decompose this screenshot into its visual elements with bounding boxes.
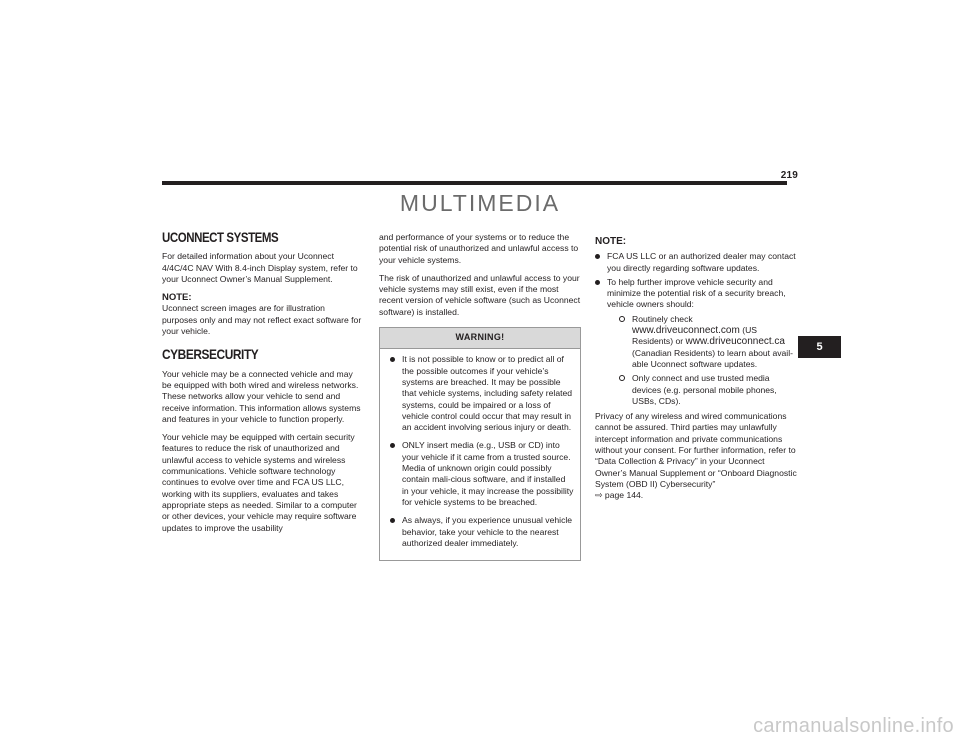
header-rule <box>162 181 787 185</box>
note-item-text: To help further improve vehicle security and minimize the potential risk of a security breach, vehicle owners should: <box>607 276 786 310</box>
warning-box <box>379 327 581 561</box>
sub-item-text: Routinely check <box>632 313 693 324</box>
privacy-text: Privacy of any wireless and wired communications cannot be assured. Third parties may unlawfully intercept information and private communications without your consent. For further information, refer to “Data Collection & Privacy” in your Uconnect Owner’s Manual Supplement or “Onboard Diagnostic System (OBD II) Cybersecurity” <box>595 411 797 489</box>
page-number: 219 <box>780 170 798 181</box>
cyber-paragraph-2: Your vehicle may be equipped with certain security features to reduce the risk of unauthorized and unlawful access to vehicle systems and wireless communications. Vehicle software technology continues to evolve over time and FCA US LLC, working with its suppliers, evaluates and takes appropriate steps as needed. Similar to a computer or other devices, your vehicle may require software updates to improve the usability <box>162 432 357 533</box>
heading-cybersecurity: CYBERSECURITY <box>162 346 259 363</box>
note-item <box>595 277 798 407</box>
link-driveuconnect-ca[interactable]: www.driveuconnect.ca <box>685 336 785 348</box>
note-list <box>595 251 798 407</box>
warning-item-text: As always, if you experience unusual vehicle behavior, take your vehicle to the nearest authorized dealer immediately. <box>402 515 573 548</box>
sub-item <box>619 373 798 407</box>
bullet-icon <box>390 518 395 523</box>
link-driveuconnect-com[interactable]: www.driveuconnect.com <box>632 325 740 337</box>
page-reference-arrow-icon: ⇨ <box>595 490 603 501</box>
note-item-text: FCA US LLC or an authorized dealer may contact you directly regarding software updates. <box>607 251 796 273</box>
chapter-title: MULTIMEDIA <box>399 190 561 216</box>
warning-title: WARNING! <box>380 328 580 349</box>
warning-list <box>380 349 580 560</box>
page-reference-link[interactable]: page 144. <box>602 490 644 501</box>
column-right <box>595 232 798 509</box>
column-middle <box>379 232 581 561</box>
sub-item <box>619 314 798 370</box>
ring-bullet-icon <box>619 316 625 322</box>
privacy-paragraph <box>595 411 798 501</box>
note-text: Uconnect screen images are for illustration purposes only and may not reflect exact software for your vehicle. <box>162 303 362 337</box>
warning-item-text: ONLY insert media (e.g., USB or CD) into your vehicle if it came from a trusted source. Media of unknown origin could possibly contain mali-cious software, and if installed in your vehicle, it may increase the possibility for vehicle systems to be breached. <box>402 440 574 507</box>
sub-item-text: (US Residents) or <box>632 325 758 347</box>
cyber-paragraph-3: and performance of your systems or to reduce the potential risk of unauthorized and unlawful access to your vehicle systems. <box>379 232 579 265</box>
chapter-tab: 5 <box>798 336 841 358</box>
column-left <box>162 232 362 541</box>
note-label: NOTE: <box>595 236 627 247</box>
bullet-icon <box>390 443 395 448</box>
heading-uconnect-systems: UCONNECT SYSTEMS <box>162 230 279 245</box>
sub-list <box>607 314 798 407</box>
cyber-paragraph-1: Your vehicle may be a connected vehicle and may be equipped with both wired and wireless networks. These networks allow your vehicle to send and receive information. This information allows systems and features in your vehicle to function properly. <box>162 368 361 424</box>
bullet-icon <box>390 357 395 362</box>
warning-item <box>390 354 574 433</box>
bullet-icon <box>595 280 600 285</box>
watermark-logo: carmanualsonline.info <box>753 715 954 737</box>
note-label: NOTE: <box>162 292 192 304</box>
ring-bullet-icon <box>619 375 625 381</box>
warning-item <box>390 515 574 549</box>
sub-item-text: Only connect and use trusted media devices (e.g. personal mobile phones, USBs, CDs). <box>632 373 777 406</box>
note-item <box>595 251 798 274</box>
uconnect-intro-paragraph: For detailed information about your Uconnect 4/4C/4C NAV With 8.4-inch Display system, refer to your Uconnect Owner’s Manual Supplement. <box>162 251 358 284</box>
warning-item-text: It is not possible to know or to predict all of the possible outcomes if your vehicle’s systems are breached. It may be possible that vehicle systems, including safety related systems, could be impaired or a loss of vehicle control could occur that may result in an accident involving serious injury or death. <box>402 354 573 433</box>
warning-item <box>390 440 574 508</box>
bullet-icon <box>595 254 600 259</box>
cyber-paragraph-4: The risk of unauthorized and unlawful access to your vehicle systems may still exist, even if the most recent version of vehicle software (such as Uconnect software) is installed. <box>379 272 581 317</box>
sub-item-text: (Canadian Residents) to learn about avail-able Uconnect software updates. <box>632 347 793 369</box>
